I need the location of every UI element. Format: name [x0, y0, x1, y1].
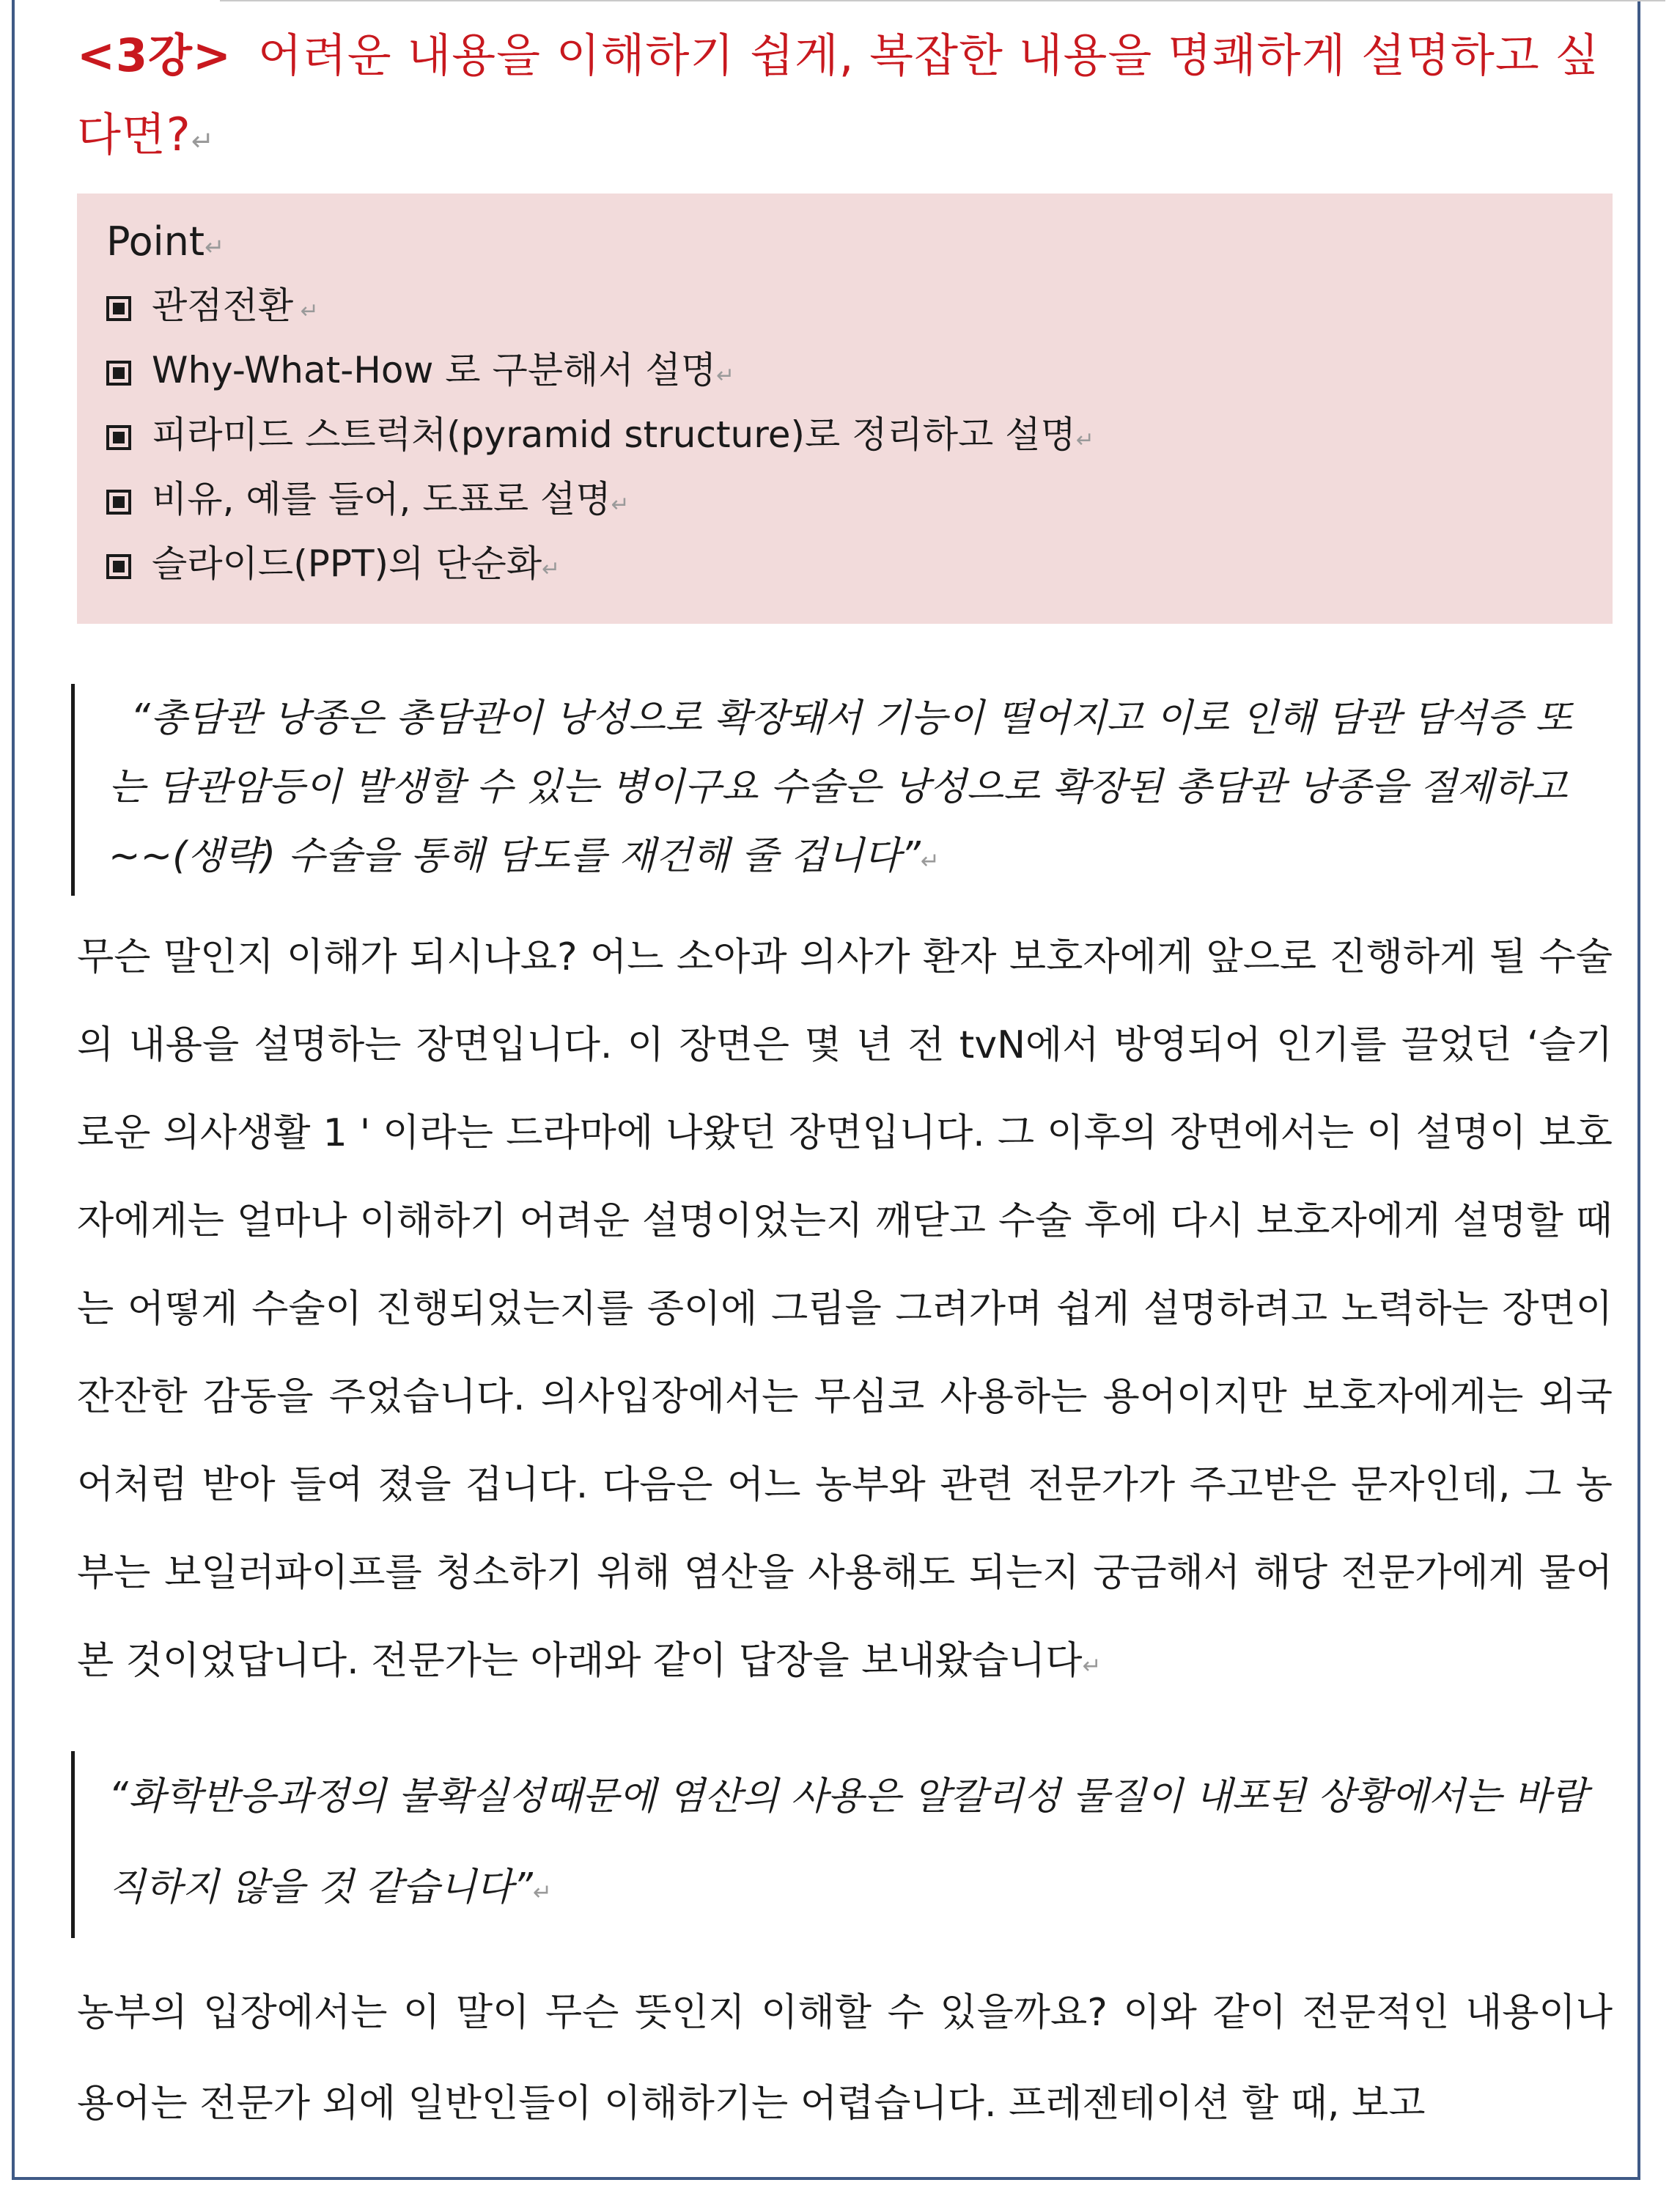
chapter-title: 어려운 내용을 이해하기 쉽게, 복잡한 내용을 명쾌하게 설명하고 싶다면? — [77, 29, 1600, 161]
point-item: 비유, 예를 들어, 도표로 설명↵ — [106, 470, 1613, 534]
point-item: 피라미드 스트럭처(pyramid structure)로 정리하고 설명↵ — [106, 405, 1613, 470]
point-title: Point↵ — [106, 218, 225, 265]
square-bullet-icon — [106, 296, 131, 321]
paragraph-mark-icon: ↵ — [920, 848, 940, 874]
paragraph-mark-icon: ↵ — [293, 298, 319, 324]
point-item: 슬라이드(PPT)의 단순화↵ — [106, 534, 1613, 599]
square-bullet-icon — [106, 490, 131, 515]
quote-text-1: “총담관 낭종은 총담관이 낭성으로 확장돼서 기능이 떨어지고 이로 인해 담관 담석증 또는 담관암등이 발생할 수 있는 병이구요 수술은 낭성으로 확장된 총담관 낭종을 절제하고~~(생략) 수술을 통해 담도를 재건해 줄 겁니다” — [108, 696, 1572, 878]
body-paragraph-1: 무슨 말인지 이해가 되시나요? 어느 소아과 의사가 환자 보호자에게 앞으로 진행하게 될 수술의 내용을 설명하는 장면입니다. 이 장면은 몇 년 전 tvN에서 방영되어 인기를 끌었던 ‘슬기로운 의사생활 1 ' 이라는 드라마에 나왔던 장면입니다. 그 이후의 장면에서는 이 설명이 보호자에게는 얼마나 이해하기 어려운 설명이었는지 깨닫고 수술 후에 다시 보호자에게 설명할 때는 어떻게 수술이 진행되었는지를 종이에 그림을 그려가며 쉽게 설명하려고 노력하는 장면이 잔잔한 감동을 주었습니다. 의사입장에서는 무심코 사용하는 용어이지만 보호자에게는 외국어처럼 받아 들여 졌을 겁니다. 다음은 어느 농부와 관련 전문가가 주고받은 문자인데, 그 농부는 보일러파이프를 청소하기 위해 염산을 사용해도 되는지 궁금해서 해당 전문가에게 물어본 것이었답니다. 전문가는 아래와 같이 답장을 보내왔습니다↵ — [77, 935, 1613, 1683]
body-paragraph-2: 농부의 입장에서는 이 말이 무슨 뜻인지 이해할 수 있을까요? 이와 같이 전문적인 내용이나 용어는 전문가 외에 일반인들이 이해하기는 어렵습니다. 프레젠테이션 할 때, 보고 — [77, 1991, 1613, 2126]
chapter-heading — [77, 0, 1613, 180]
paragraph-mark-icon: ↵ — [191, 125, 215, 157]
paragraph-mark-icon: ↵ — [532, 1879, 552, 1906]
quote-block-2 — [71, 1751, 1604, 1938]
square-bullet-icon — [106, 554, 131, 579]
paragraph-mark-icon: ↵ — [542, 556, 561, 582]
document-content — [77, 0, 1613, 2149]
paragraph-mark-icon: ↵ — [1082, 1653, 1102, 1679]
square-bullet-icon — [106, 361, 131, 386]
paragraph-mark-icon: ↵ — [1075, 427, 1094, 453]
square-bullet-icon — [106, 425, 131, 450]
chapter-number: <3강> — [77, 29, 232, 82]
point-list — [106, 276, 1613, 599]
point-item: Why-What-How 로 구분해서 설명↵ — [106, 341, 1613, 405]
paragraph-mark-icon: ↵ — [611, 492, 630, 517]
paragraph-mark-icon: ↵ — [716, 363, 735, 388]
quote-text-2: “화학반응과정의 불확실성때문에 염산의 사용은 알칼리성 물질이 내포된 상황에서는 바람직하지 않을 것 같습니다” — [108, 1775, 1588, 1909]
quote-block-1 — [71, 684, 1604, 896]
point-item: 관점전환 ↵ — [106, 276, 1613, 341]
paragraph-mark-icon: ↵ — [205, 233, 225, 261]
point-box — [77, 194, 1613, 624]
